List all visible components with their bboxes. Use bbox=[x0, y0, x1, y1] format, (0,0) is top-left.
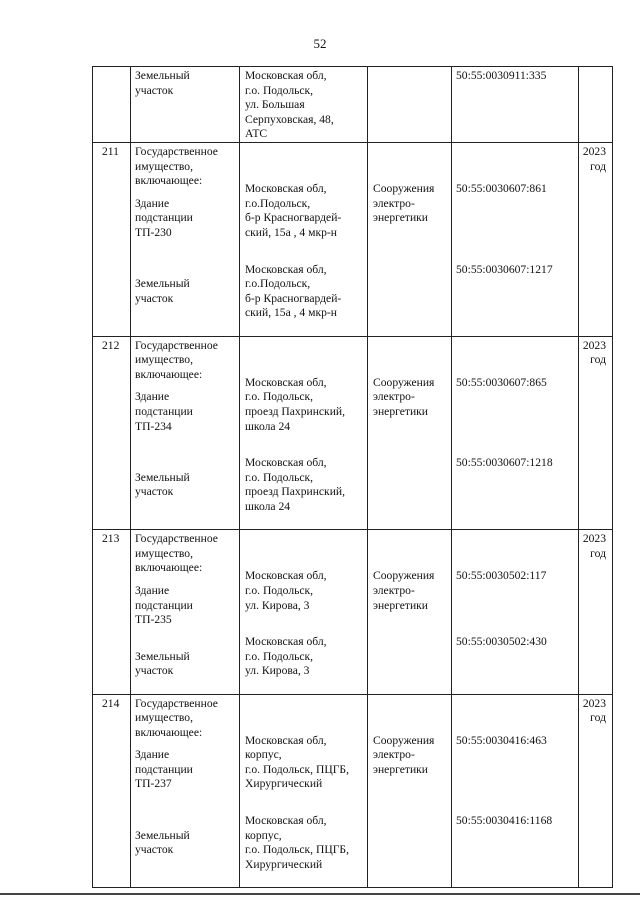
spacer bbox=[245, 368, 364, 376]
spacer bbox=[245, 726, 364, 734]
year: 2023 год bbox=[582, 696, 606, 725]
object-name: Земельный участок bbox=[135, 649, 190, 678]
object-address: Московская обл, г.о. Подольск, ул. Большая Серпуховская, 48, АТС bbox=[245, 69, 334, 141]
object-purpose bbox=[373, 635, 448, 679]
address-cell bbox=[240, 336, 368, 530]
spacer bbox=[373, 241, 448, 263]
row-number: 212 bbox=[102, 338, 120, 352]
object-purpose bbox=[373, 814, 448, 872]
cadastral-number: 50:55:0030911:335 bbox=[456, 69, 547, 82]
address-cell bbox=[240, 530, 368, 694]
row-number: 214 bbox=[102, 696, 120, 710]
spacer bbox=[245, 145, 364, 174]
group-title: Государственное имущество, включающее: bbox=[135, 696, 218, 739]
year-cell bbox=[579, 143, 613, 337]
row-number-cell bbox=[93, 67, 131, 143]
spacer bbox=[456, 792, 575, 814]
cadastral-number: 50:55:0030607:1218 bbox=[456, 456, 553, 470]
table-row bbox=[93, 530, 613, 694]
spacer bbox=[373, 613, 448, 635]
object-purpose bbox=[373, 263, 448, 321]
row-number: 213 bbox=[102, 532, 120, 546]
spacer bbox=[456, 368, 575, 376]
object-name-cell bbox=[131, 530, 240, 694]
property-registry-table bbox=[92, 66, 613, 888]
spacer bbox=[373, 697, 448, 726]
year-cell bbox=[579, 336, 613, 530]
spacer bbox=[456, 241, 575, 263]
spacer bbox=[373, 792, 448, 814]
object-name: Здание подстанции ТП-235 bbox=[135, 583, 193, 627]
cadastral-number: 50:55:0030416:463 bbox=[456, 733, 547, 747]
spacer bbox=[456, 434, 575, 456]
spacer bbox=[456, 532, 575, 561]
spacer bbox=[373, 339, 448, 368]
year-cell bbox=[579, 530, 613, 694]
page-number: 52 bbox=[313, 36, 327, 51]
purpose-cell bbox=[368, 336, 452, 530]
spacer bbox=[373, 726, 448, 734]
object-name: Земельный участок bbox=[135, 828, 190, 857]
spacer bbox=[245, 532, 364, 561]
table-row bbox=[93, 336, 613, 530]
spacer bbox=[245, 339, 364, 368]
spacer bbox=[456, 174, 575, 182]
year: 2023 год bbox=[582, 338, 606, 367]
spacer bbox=[135, 255, 236, 277]
object-name: Земельный участок bbox=[135, 277, 190, 305]
spacer bbox=[135, 807, 236, 829]
spacer bbox=[373, 145, 448, 174]
object-address: Московская обл, корпус, г.о. Подольск, ПЦГБ, Хирургический bbox=[245, 733, 349, 791]
spacer bbox=[373, 532, 448, 561]
spacer bbox=[456, 339, 575, 368]
object-name-cell bbox=[131, 143, 240, 337]
object-address: Московская обл, корпус, г.о. Подольск, ПЦГБ, Хирургический bbox=[245, 814, 349, 871]
object-purpose bbox=[373, 456, 448, 514]
group-title: Государственное имущество, включающее: bbox=[135, 532, 218, 575]
row-number: 211 bbox=[102, 145, 119, 158]
spacer bbox=[245, 792, 364, 814]
table-row bbox=[93, 67, 613, 143]
purpose-cell bbox=[368, 143, 452, 337]
year: 2023 год bbox=[582, 532, 606, 560]
row-number-cell bbox=[93, 143, 131, 337]
object-name: Здание подстанции ТП-237 bbox=[135, 748, 193, 791]
spacer bbox=[245, 697, 364, 726]
cadastral-number: 50:55:0030607:865 bbox=[456, 375, 547, 389]
cadastral-cell bbox=[452, 694, 579, 888]
object-purpose: Сооружения электро- энергетики bbox=[373, 733, 435, 776]
object-name: Здание подстанции ТП-234 bbox=[135, 390, 193, 433]
spacer bbox=[135, 189, 236, 197]
spacer bbox=[245, 561, 364, 569]
spacer bbox=[373, 434, 448, 456]
spacer bbox=[135, 628, 236, 650]
object-name-cell bbox=[131, 336, 240, 530]
group-title: Государственное имущество, включающее: bbox=[135, 145, 218, 188]
spacer bbox=[245, 174, 364, 182]
cadastral-number: 50:55:0030502:117 bbox=[456, 569, 547, 583]
object-address: Московская обл, г.о. Подольск, проезд Пахринский, школа 24 bbox=[245, 456, 346, 513]
object-name: Земельный участок bbox=[135, 470, 190, 499]
year: 2023 год bbox=[582, 145, 606, 173]
row-number-cell bbox=[93, 694, 131, 888]
purpose-cell bbox=[368, 67, 452, 143]
cadastral-number: 50:55:0030416:1168 bbox=[456, 814, 553, 828]
spacer bbox=[456, 697, 575, 726]
group-title: Государственное имущество, включающее: bbox=[135, 338, 218, 381]
table-row bbox=[93, 143, 613, 337]
cadastral-cell bbox=[452, 336, 579, 530]
address-cell bbox=[240, 694, 368, 888]
row-number-cell bbox=[93, 530, 131, 694]
table-row bbox=[93, 694, 613, 888]
spacer bbox=[135, 740, 236, 748]
cadastral-number: 50:55:0030607:861 bbox=[456, 182, 547, 196]
registry-body bbox=[93, 67, 613, 888]
spacer bbox=[245, 241, 364, 263]
object-address: Московская обл, г.о.Подольск, б-р Красногвардей- ский, 15а , 4 мкр-н bbox=[245, 182, 342, 239]
purpose-cell bbox=[368, 530, 452, 694]
spacer bbox=[245, 434, 364, 456]
cadastral-number: 50:55:0030607:1217 bbox=[456, 262, 553, 276]
object-address: Московская обл, г.о.Подольск, б-р Красногвардей- ский, 15а , 4 мкр-н bbox=[245, 262, 342, 320]
address-cell bbox=[240, 67, 368, 143]
object-purpose: Сооружения электро- энергетики bbox=[373, 569, 435, 612]
object-name-cell bbox=[131, 694, 240, 888]
cadastral-cell bbox=[452, 67, 579, 143]
object-address: Московская обл, г.о. Подольск, ул. Кирова, 3 bbox=[245, 635, 327, 678]
object-purpose: Сооружения электро- энергетики bbox=[373, 375, 435, 418]
object-address: Московская обл, г.о. Подольск, проезд Пахринский, школа 24 bbox=[245, 375, 346, 433]
scan-bottom-edge bbox=[0, 893, 640, 895]
address-cell bbox=[240, 143, 368, 337]
cadastral-cell bbox=[452, 143, 579, 337]
spacer bbox=[135, 449, 236, 471]
row-number-cell bbox=[93, 336, 131, 530]
cadastral-number: 50:55:0030502:430 bbox=[456, 635, 547, 649]
spacer bbox=[373, 174, 448, 182]
object-purpose bbox=[373, 69, 448, 142]
object-purpose: Сооружения электро- энергетики bbox=[373, 182, 435, 225]
spacer bbox=[456, 561, 575, 569]
spacer bbox=[456, 613, 575, 635]
object-name: Земельный участок bbox=[135, 69, 190, 97]
object-address: Московская обл, г.о. Подольск, ул. Кирова, 3 bbox=[245, 569, 327, 612]
spacer bbox=[245, 613, 364, 635]
object-name: Здание подстанции ТП-230 bbox=[135, 196, 193, 239]
spacer bbox=[456, 726, 575, 734]
year-cell bbox=[579, 694, 613, 888]
object-name-cell bbox=[131, 67, 240, 143]
year-cell bbox=[579, 67, 613, 143]
spacer bbox=[456, 145, 575, 174]
cadastral-cell bbox=[452, 530, 579, 694]
spacer bbox=[373, 368, 448, 376]
spacer bbox=[373, 561, 448, 569]
spacer bbox=[135, 382, 236, 390]
purpose-cell bbox=[368, 694, 452, 888]
spacer bbox=[135, 576, 236, 584]
